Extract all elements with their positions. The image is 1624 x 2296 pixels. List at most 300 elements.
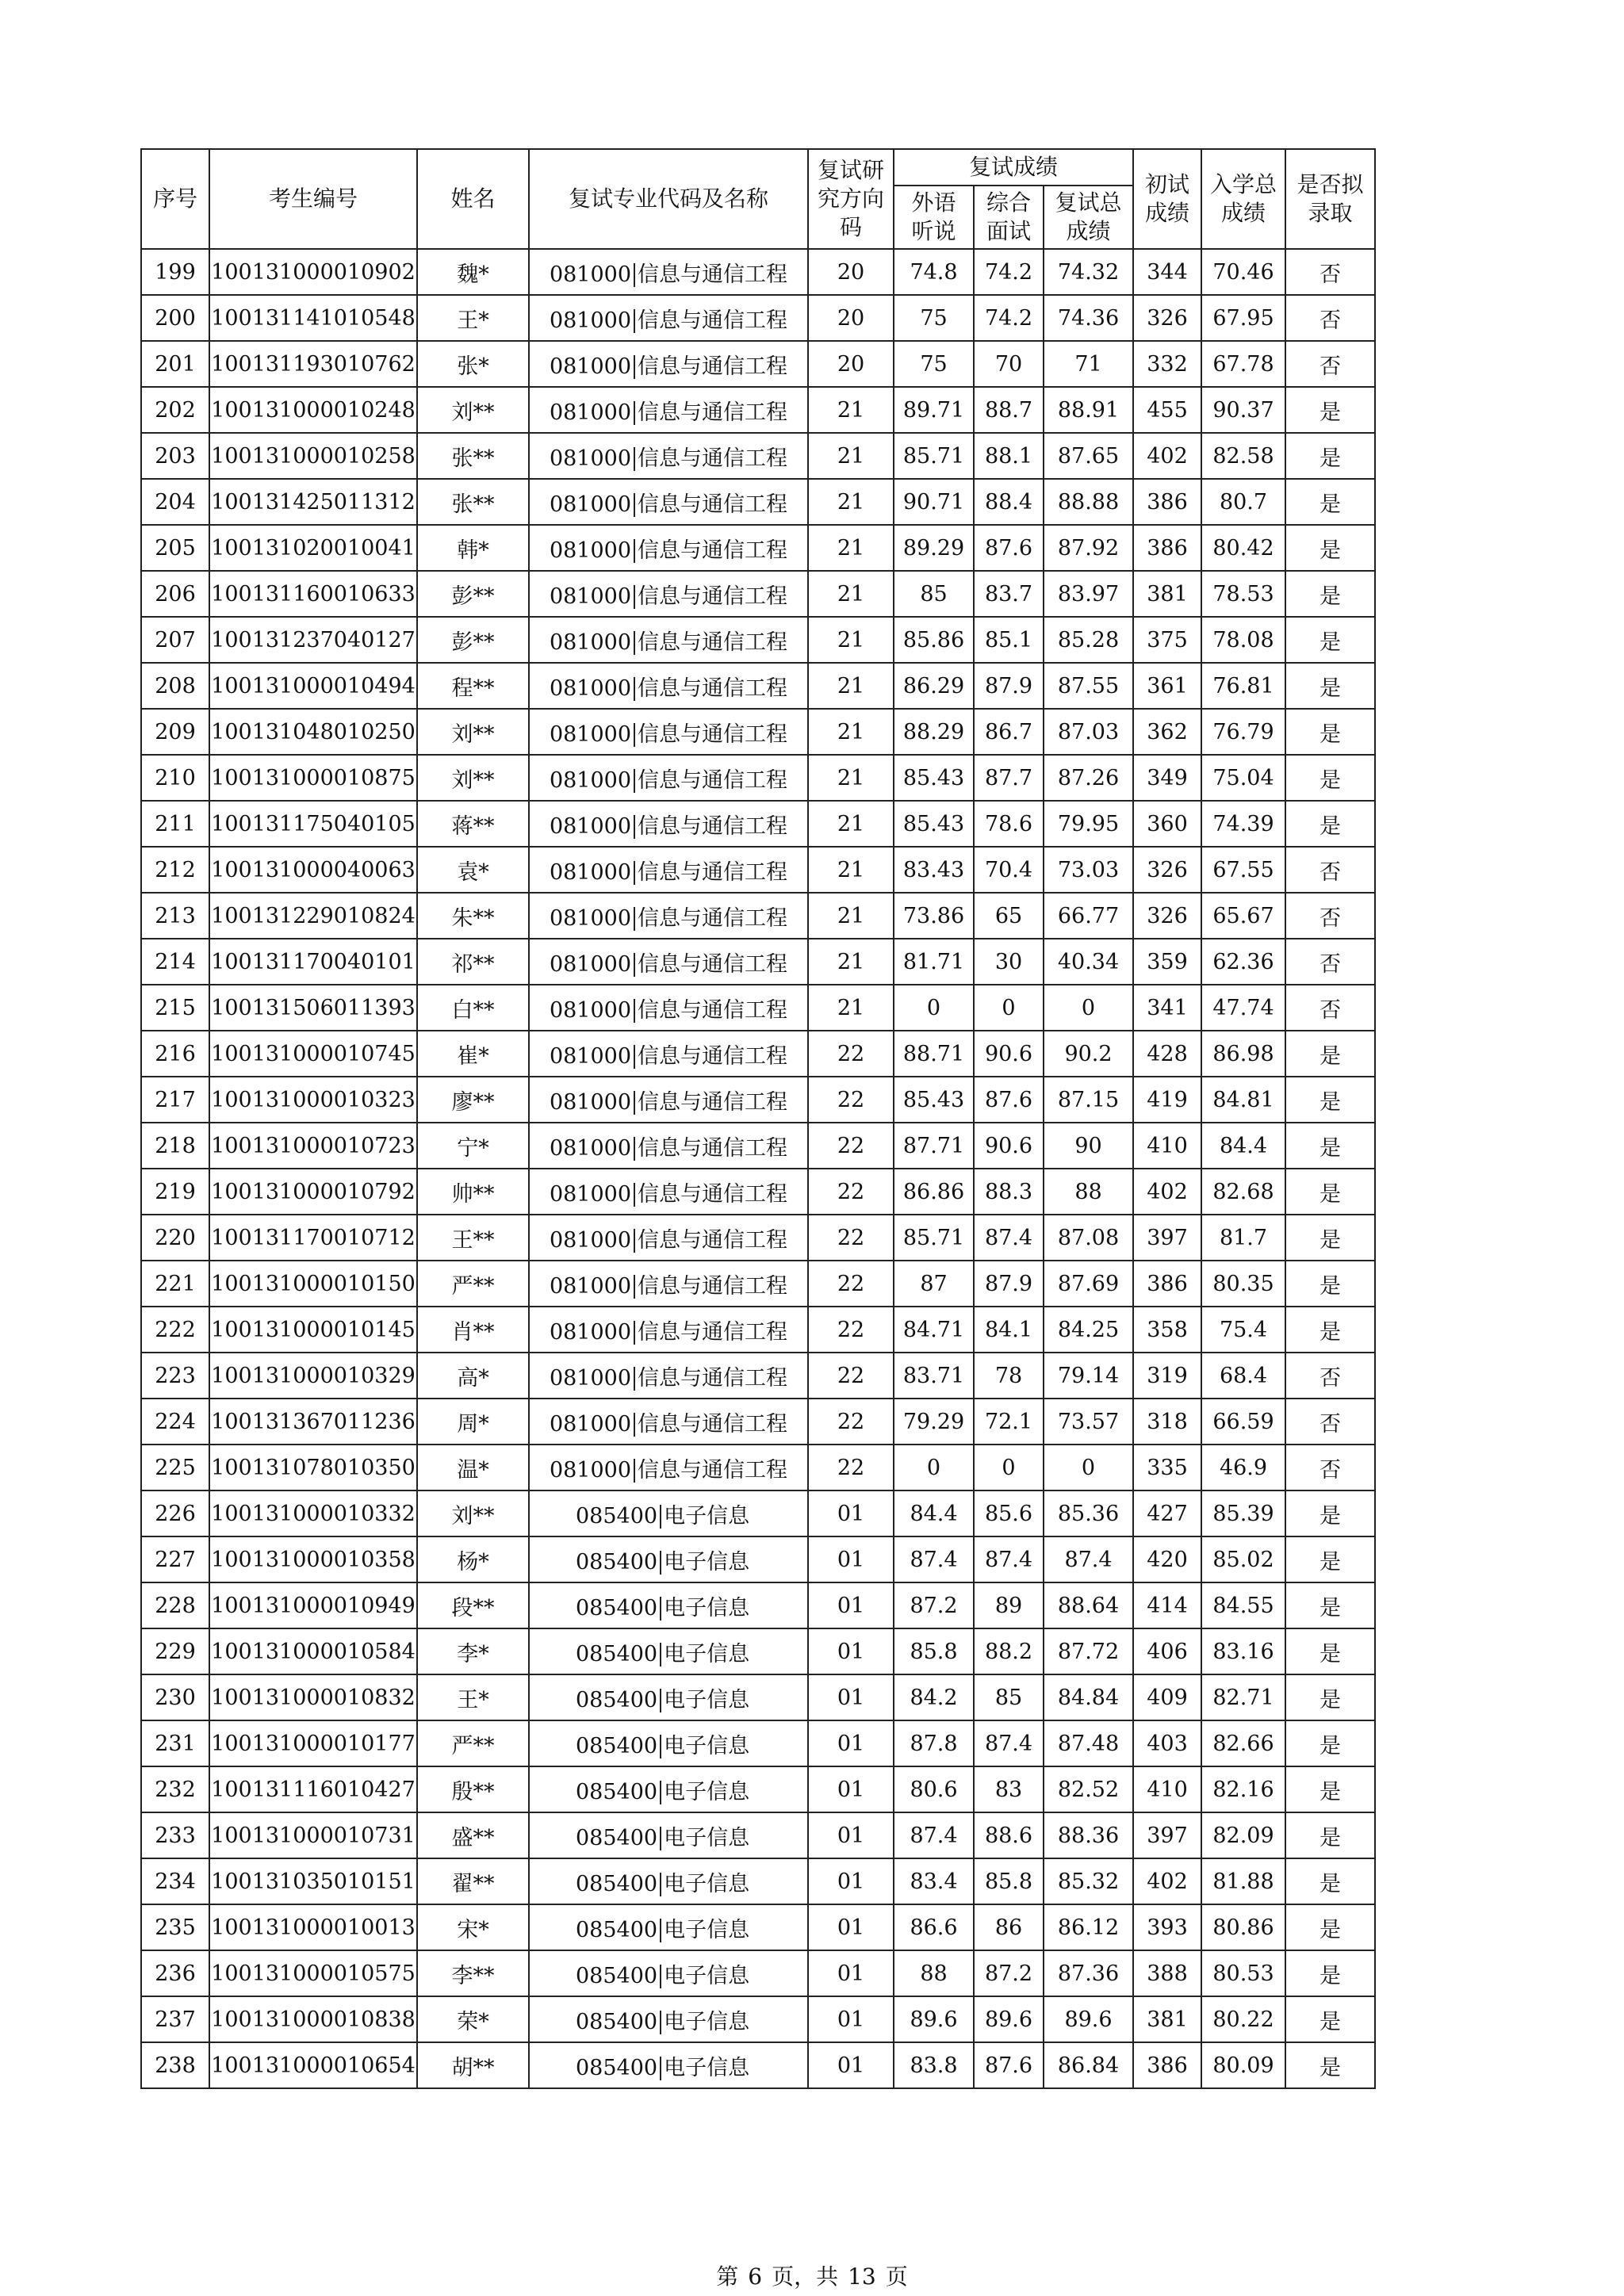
major-name: 信息与通信工程 [638, 354, 788, 379]
table-row [141, 1031, 1375, 1077]
table-row [141, 1812, 1375, 1858]
table-row [141, 1766, 1375, 1812]
cell-major [529, 1628, 808, 1674]
cell-foreign-language: 80.6 [894, 1766, 974, 1812]
cell-major [529, 617, 808, 663]
cell-foreign-language: 85 [894, 571, 974, 617]
cell-admission-total: 68.4 [1201, 1353, 1285, 1399]
cell-direction: 22 [808, 1123, 894, 1169]
cell-retest-total: 87.72 [1044, 1628, 1133, 1674]
cell-admission-total: 76.81 [1201, 663, 1285, 709]
cell-name: 廖** [417, 1077, 529, 1123]
major-code: 081000 [549, 1319, 632, 1345]
table-row [141, 433, 1375, 479]
cell-name: 刘** [417, 1490, 529, 1536]
cell-admission-total: 82.66 [1201, 1720, 1285, 1766]
cell-retest-total: 71 [1044, 341, 1133, 387]
cell-seq: 204 [141, 479, 209, 525]
cell-direction: 01 [808, 2042, 894, 2088]
cell-admission-total: 84.55 [1201, 1582, 1285, 1628]
cell-foreign-language: 87.4 [894, 1812, 974, 1858]
cell-major [529, 1950, 808, 1996]
cell-foreign-language: 87.8 [894, 1720, 974, 1766]
footer-mid: 页，共 [772, 2263, 839, 2290]
major-code-and-name [576, 1590, 749, 1621]
major-code: 085400 [576, 1503, 658, 1529]
cell-exam-id: 100131116010427 [209, 1766, 417, 1812]
cell-initial: 381 [1133, 1996, 1201, 2042]
cell-initial: 326 [1133, 893, 1201, 939]
cell-admit: 是 [1285, 1123, 1375, 1169]
cell-exam-id: 100131170010712 [209, 1215, 417, 1261]
cell-initial: 402 [1133, 1169, 1201, 1215]
cell-foreign-language: 83.71 [894, 1353, 974, 1399]
cell-admit: 否 [1285, 1353, 1375, 1399]
cell-foreign-language: 85.43 [894, 801, 974, 847]
cell-initial: 397 [1133, 1215, 1201, 1261]
cell-retest-total: 88 [1044, 1169, 1133, 1215]
cell-foreign-language: 84.71 [894, 1307, 974, 1353]
cell-admission-total: 80.35 [1201, 1261, 1285, 1307]
cell-admission-total: 83.16 [1201, 1628, 1285, 1674]
cell-foreign-language: 85.86 [894, 617, 974, 663]
major-code-and-name [550, 257, 787, 288]
major-name: 信息与通信工程 [638, 1181, 788, 1207]
cell-initial: 359 [1133, 939, 1201, 985]
cell-name: 蒋** [417, 801, 529, 847]
cell-initial: 428 [1133, 1031, 1201, 1077]
cell-exam-id: 100131000010654 [209, 2042, 417, 2088]
cell-initial: 420 [1133, 1536, 1201, 1582]
cell-foreign-language: 0 [894, 1445, 974, 1490]
cell-initial: 386 [1133, 2042, 1201, 2088]
cell-retest-total: 79.95 [1044, 801, 1133, 847]
cell-seq: 207 [141, 617, 209, 663]
cell-seq: 213 [141, 893, 209, 939]
cell-initial: 349 [1133, 755, 1201, 801]
cell-direction: 22 [808, 1399, 894, 1445]
cell-name: 宁* [417, 1123, 529, 1169]
cell-exam-id: 100131078010350 [209, 1445, 417, 1490]
cell-admission-total: 82.58 [1201, 433, 1285, 479]
major-code: 081000 [549, 400, 632, 425]
table-row [141, 939, 1375, 985]
cell-interview: 83 [974, 1766, 1044, 1812]
major-separator [660, 1505, 661, 1529]
major-separator [634, 769, 635, 793]
cell-seq: 227 [141, 1536, 209, 1582]
major-separator [634, 861, 635, 885]
cell-admit: 是 [1285, 1996, 1375, 2042]
major-code: 081000 [549, 492, 632, 517]
major-name: 电子信息 [664, 1917, 750, 1942]
cell-interview: 83.7 [974, 571, 1044, 617]
cell-interview: 0 [974, 985, 1044, 1031]
cell-admit: 是 [1285, 571, 1375, 617]
footer-prefix: 第 [716, 2263, 739, 2290]
table-row [141, 1077, 1375, 1123]
cell-admit: 是 [1285, 2042, 1375, 2088]
cell-major [529, 1399, 808, 1445]
major-code-and-name [550, 901, 787, 932]
major-name: 信息与通信工程 [638, 813, 788, 839]
cell-interview: 85.6 [974, 1490, 1044, 1536]
table-row [141, 479, 1375, 525]
cell-name: 肖** [417, 1307, 529, 1353]
cell-seq: 214 [141, 939, 209, 985]
cell-foreign-language: 85.71 [894, 433, 974, 479]
major-code-and-name [550, 993, 787, 1024]
major-code: 081000 [549, 1365, 632, 1391]
major-code: 081000 [549, 997, 632, 1023]
major-code-and-name [576, 2050, 749, 2081]
major-code: 081000 [549, 1043, 632, 1069]
cell-admit: 是 [1285, 709, 1375, 755]
major-code: 081000 [549, 767, 632, 793]
cell-seq: 232 [141, 1766, 209, 1812]
cell-interview: 70 [974, 341, 1044, 387]
cell-exam-id: 100131000040063 [209, 847, 417, 893]
cell-exam-id: 100131000010494 [209, 663, 417, 709]
cell-exam-id: 100131175040105 [209, 801, 417, 847]
major-code: 085400 [576, 2055, 658, 2080]
cell-retest-total: 87.69 [1044, 1261, 1133, 1307]
cell-foreign-language: 85.43 [894, 1077, 974, 1123]
major-separator [634, 631, 635, 655]
major-code-and-name [550, 533, 787, 564]
major-separator [634, 1183, 635, 1207]
table-row [141, 1628, 1375, 1674]
cell-initial: 326 [1133, 847, 1201, 893]
cell-admission-total: 67.95 [1201, 295, 1285, 341]
cell-foreign-language: 86.6 [894, 1904, 974, 1950]
table-row [141, 801, 1375, 847]
cell-major [529, 1261, 808, 1307]
cell-major [529, 847, 808, 893]
header-major: 复试专业代码及名称 [529, 149, 808, 249]
cell-initial: 414 [1133, 1582, 1201, 1628]
cell-name: 袁* [417, 847, 529, 893]
major-code-and-name [576, 1682, 749, 1713]
table-row [141, 1215, 1375, 1261]
major-name: 信息与通信工程 [638, 997, 788, 1023]
cell-initial: 318 [1133, 1399, 1201, 1445]
major-name: 信息与通信工程 [638, 584, 788, 609]
cell-foreign-language: 87.4 [894, 1536, 974, 1582]
major-separator [660, 1827, 661, 1850]
major-code-and-name [550, 855, 787, 886]
major-code: 081000 [549, 675, 632, 701]
cell-interview: 78.6 [974, 801, 1044, 847]
cell-seq: 211 [141, 801, 209, 847]
cell-foreign-language: 89.71 [894, 387, 974, 433]
cell-direction: 01 [808, 1582, 894, 1628]
cell-exam-id: 100131048010250 [209, 709, 417, 755]
major-name: 电子信息 [664, 1687, 750, 1712]
major-code: 081000 [549, 538, 632, 563]
cell-retest-total: 87.26 [1044, 755, 1133, 801]
major-name: 信息与通信工程 [638, 721, 788, 747]
major-code-and-name [550, 1360, 787, 1391]
cell-initial: 402 [1133, 433, 1201, 479]
cell-seq: 216 [141, 1031, 209, 1077]
cell-admission-total: 66.59 [1201, 1399, 1285, 1445]
cell-exam-id: 100131000010902 [209, 249, 417, 295]
major-separator [660, 1643, 661, 1667]
cell-direction: 21 [808, 433, 894, 479]
cell-admit: 是 [1285, 755, 1375, 801]
major-code-and-name [550, 349, 787, 380]
cell-foreign-language: 73.86 [894, 893, 974, 939]
cell-retest-total: 74.32 [1044, 249, 1133, 295]
major-code-and-name [576, 1774, 749, 1805]
major-code: 081000 [549, 1227, 632, 1253]
cell-major [529, 1031, 808, 1077]
cell-direction: 21 [808, 709, 894, 755]
major-name: 信息与通信工程 [638, 905, 788, 931]
cell-admission-total: 80.86 [1201, 1904, 1285, 1950]
cell-seq: 205 [141, 525, 209, 571]
major-separator [660, 2011, 661, 2034]
major-code: 081000 [549, 1089, 632, 1115]
cell-admission-total: 82.68 [1201, 1169, 1285, 1215]
table-row [141, 1674, 1375, 1720]
cell-name: 荣* [417, 1996, 529, 2042]
cell-major [529, 1353, 808, 1399]
cell-admission-total: 62.36 [1201, 939, 1285, 985]
cell-major [529, 1720, 808, 1766]
major-separator [634, 815, 635, 839]
cell-seq: 238 [141, 2042, 209, 2088]
cell-admission-total: 80.53 [1201, 1950, 1285, 1996]
cell-direction: 21 [808, 525, 894, 571]
major-code-and-name [576, 2004, 749, 2035]
major-code-and-name [550, 303, 787, 334]
cell-exam-id: 100131141010548 [209, 295, 417, 341]
cell-exam-id: 100131000010177 [209, 1720, 417, 1766]
cell-retest-total: 79.14 [1044, 1353, 1133, 1399]
cell-retest-total: 0 [1044, 1445, 1133, 1490]
cell-interview: 87.7 [974, 755, 1044, 801]
cell-name: 程** [417, 663, 529, 709]
major-separator [660, 2057, 661, 2080]
cell-seq: 209 [141, 709, 209, 755]
header-name: 姓名 [417, 149, 529, 249]
cell-exam-id: 100131000010248 [209, 387, 417, 433]
cell-foreign-language: 87.71 [894, 1123, 974, 1169]
major-name: 信息与通信工程 [638, 1411, 788, 1437]
major-separator [634, 1459, 635, 1483]
cell-name: 杨* [417, 1536, 529, 1582]
cell-retest-total: 87.08 [1044, 1215, 1133, 1261]
cell-direction: 21 [808, 387, 894, 433]
major-name: 信息与通信工程 [638, 1457, 788, 1483]
cell-admission-total: 78.08 [1201, 617, 1285, 663]
cell-interview: 85.8 [974, 1858, 1044, 1904]
table-row [141, 341, 1375, 387]
major-code-and-name [550, 1039, 787, 1070]
major-code: 081000 [549, 354, 632, 379]
table-row [141, 387, 1375, 433]
major-separator [634, 907, 635, 931]
cell-seq: 234 [141, 1858, 209, 1904]
cell-name: 刘** [417, 709, 529, 755]
cell-foreign-language: 75 [894, 295, 974, 341]
major-separator [634, 723, 635, 747]
major-separator [660, 1597, 661, 1621]
major-name: 电子信息 [664, 1641, 750, 1667]
cell-retest-total: 87.4 [1044, 1536, 1133, 1582]
major-name: 电子信息 [664, 1779, 750, 1804]
major-code-and-name [576, 1728, 749, 1759]
major-code-and-name [550, 625, 787, 656]
cell-direction: 22 [808, 1261, 894, 1307]
cell-seq: 206 [141, 571, 209, 617]
cell-interview: 74.2 [974, 295, 1044, 341]
cell-initial: 362 [1133, 709, 1201, 755]
major-code: 081000 [549, 584, 632, 609]
major-code-and-name [550, 671, 787, 702]
cell-direction: 21 [808, 985, 894, 1031]
cell-retest-total: 84.84 [1044, 1674, 1133, 1720]
cell-admit: 是 [1285, 1031, 1375, 1077]
cell-initial: 410 [1133, 1766, 1201, 1812]
cell-name: 祁** [417, 939, 529, 985]
cell-admission-total: 85.39 [1201, 1490, 1285, 1536]
cell-foreign-language: 86.86 [894, 1169, 974, 1215]
cell-foreign-language: 87.2 [894, 1582, 974, 1628]
cell-retest-total: 86.84 [1044, 2042, 1133, 2088]
cell-exam-id: 100131229010824 [209, 893, 417, 939]
major-code: 085400 [576, 1779, 658, 1804]
cell-admission-total: 67.78 [1201, 341, 1285, 387]
cell-retest-total: 89.6 [1044, 1996, 1133, 2042]
major-separator [660, 1781, 661, 1804]
major-name: 信息与通信工程 [638, 859, 788, 885]
table-row [141, 893, 1375, 939]
cell-exam-id: 100131000010745 [209, 1031, 417, 1077]
major-code: 085400 [576, 1595, 658, 1621]
cell-interview: 70.4 [974, 847, 1044, 893]
cell-seq: 212 [141, 847, 209, 893]
cell-seq: 222 [141, 1307, 209, 1353]
cell-exam-id: 100131367011236 [209, 1399, 417, 1445]
cell-exam-id: 100131000010792 [209, 1169, 417, 1215]
cell-admission-total: 46.9 [1201, 1445, 1285, 1490]
cell-seq: 199 [141, 249, 209, 295]
cell-foreign-language: 85.8 [894, 1628, 974, 1674]
table-row [141, 1353, 1375, 1399]
cell-direction: 01 [808, 1950, 894, 1996]
cell-admit: 是 [1285, 1674, 1375, 1720]
cell-seq: 208 [141, 663, 209, 709]
major-name: 信息与通信工程 [638, 951, 788, 977]
cell-seq: 233 [141, 1812, 209, 1858]
header-initial: 初试成绩 [1133, 149, 1201, 249]
major-separator [634, 539, 635, 563]
cell-retest-total: 87.92 [1044, 525, 1133, 571]
table-row [141, 755, 1375, 801]
cell-name: 朱** [417, 893, 529, 939]
table-row [141, 1904, 1375, 1950]
major-code: 081000 [549, 951, 632, 977]
major-code-and-name [550, 395, 787, 426]
major-name: 电子信息 [664, 1503, 750, 1529]
header-admit: 是否拟录取 [1285, 149, 1375, 249]
cell-interview: 30 [974, 939, 1044, 985]
major-separator [634, 1367, 635, 1391]
cell-major [529, 1215, 808, 1261]
major-code-and-name [576, 1636, 749, 1667]
header-interview: 综合面试 [974, 186, 1044, 249]
major-separator [634, 953, 635, 977]
major-separator [660, 1551, 661, 1575]
cell-foreign-language: 84.2 [894, 1674, 974, 1720]
cell-initial: 319 [1133, 1353, 1201, 1399]
cell-seq: 229 [141, 1628, 209, 1674]
cell-major [529, 433, 808, 479]
cell-retest-total: 85.36 [1044, 1490, 1133, 1536]
cell-foreign-language: 83.43 [894, 847, 974, 893]
major-code-and-name [576, 1544, 749, 1575]
major-code-and-name [550, 1177, 787, 1207]
cell-retest-total: 88.64 [1044, 1582, 1133, 1628]
major-code: 081000 [549, 813, 632, 839]
cell-name: 高* [417, 1353, 529, 1399]
cell-name: 张* [417, 341, 529, 387]
cell-admit: 是 [1285, 1720, 1375, 1766]
cell-major [529, 893, 808, 939]
major-code-and-name [576, 1498, 749, 1529]
cell-major [529, 1169, 808, 1215]
cell-exam-id: 100131000010145 [209, 1307, 417, 1353]
major-code-and-name [550, 1131, 787, 1161]
table-row [141, 847, 1375, 893]
cell-exam-id: 100131000010949 [209, 1582, 417, 1628]
major-code: 081000 [549, 1273, 632, 1299]
cell-admit: 是 [1285, 1077, 1375, 1123]
cell-name: 胡** [417, 2042, 529, 2088]
cell-seq: 210 [141, 755, 209, 801]
cell-interview: 0 [974, 1445, 1044, 1490]
cell-exam-id: 100131506011393 [209, 985, 417, 1031]
cell-exam-id: 100131000010832 [209, 1674, 417, 1720]
table-row [141, 1720, 1375, 1766]
cell-name: 殷** [417, 1766, 529, 1812]
cell-major [529, 1490, 808, 1536]
cell-exam-id: 100131425011312 [209, 479, 417, 525]
major-code-and-name [550, 947, 787, 978]
cell-major [529, 1766, 808, 1812]
cell-retest-total: 87.48 [1044, 1720, 1133, 1766]
cell-admission-total: 75.4 [1201, 1307, 1285, 1353]
major-name: 信息与通信工程 [638, 400, 788, 425]
cell-major [529, 571, 808, 617]
cell-name: 张** [417, 479, 529, 525]
cell-retest-total: 73.03 [1044, 847, 1133, 893]
cell-exam-id: 100131000010329 [209, 1353, 417, 1399]
cell-seq: 221 [141, 1261, 209, 1307]
major-separator [634, 1413, 635, 1437]
major-code: 085400 [576, 1871, 658, 1896]
cell-major [529, 663, 808, 709]
cell-exam-id: 100131237040127 [209, 617, 417, 663]
cell-retest-total: 90 [1044, 1123, 1133, 1169]
cell-interview: 87.9 [974, 1261, 1044, 1307]
major-separator [634, 999, 635, 1023]
major-separator [634, 1321, 635, 1345]
cell-admission-total: 82.09 [1201, 1812, 1285, 1858]
